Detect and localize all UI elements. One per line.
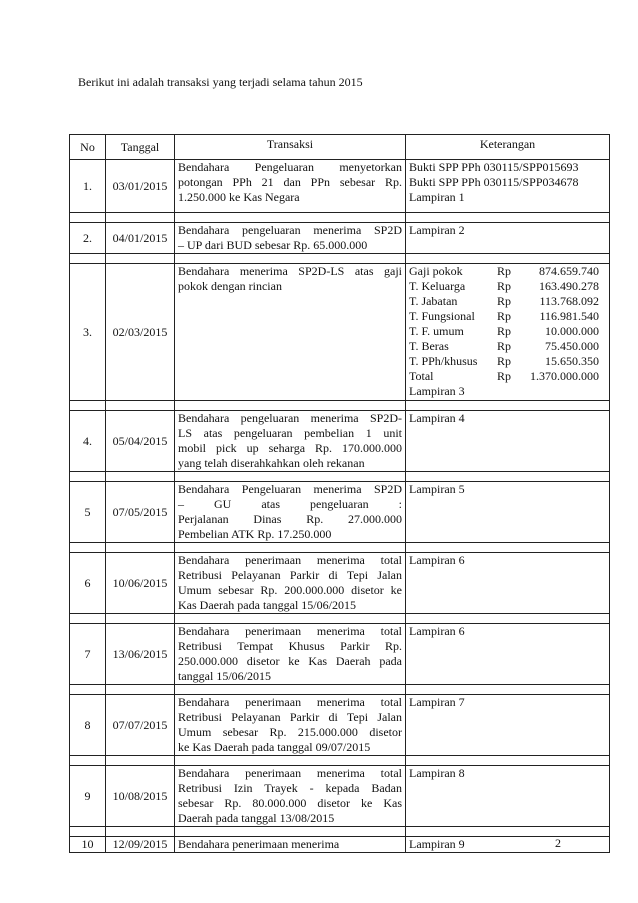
breakdown-amount: 116.981.540: [539, 309, 599, 323]
spacer-row: [70, 254, 610, 264]
transaction-line: Umum sebesar Rp. 215.000.000 disetor: [178, 725, 402, 739]
spacer-cell: [106, 685, 175, 695]
spacer-cell: [106, 472, 175, 482]
row-transaction: [175, 482, 406, 543]
row-note: [406, 482, 610, 543]
breakdown-currency: Rp: [497, 369, 512, 383]
row-date: 10/06/2015: [106, 553, 175, 614]
row-transaction: [175, 264, 406, 401]
transaction-line: LS atas pengeluaran pembelian 1 unit: [178, 426, 402, 440]
attachment-label: Lampiran 3: [409, 384, 465, 398]
spacer-cell: [106, 756, 175, 766]
note-line: Lampiran 5: [409, 482, 465, 496]
row-date: 03/01/2015: [106, 160, 175, 213]
spacer-cell: [175, 756, 406, 766]
page-number: 2: [555, 836, 561, 850]
row-note: [406, 624, 610, 685]
row-number: 5: [70, 482, 106, 543]
row-date: 07/07/2015: [106, 695, 175, 756]
breakdown-currency: Rp: [497, 279, 512, 293]
breakdown-label: T. Beras: [409, 339, 449, 353]
spacer-cell: [175, 401, 406, 411]
row-date: 10/08/2015: [106, 766, 175, 827]
transaction-line: Perjalanan Dinas Rp. 27.000.000: [178, 512, 402, 526]
table-row: [70, 482, 610, 543]
spacer-row: [70, 614, 610, 624]
spacer-cell: [70, 827, 106, 837]
breakdown-amount: 1.370.000.000: [530, 369, 599, 383]
breakdown-currency: Rp: [497, 264, 512, 278]
spacer-cell: [406, 827, 610, 837]
note-line: Lampiran 1: [409, 190, 465, 204]
transaction-line: Bendahara pengeluaran menerima SP2D: [178, 223, 402, 237]
spacer-cell: [106, 213, 175, 223]
row-transaction: [175, 160, 406, 213]
row-date: 05/04/2015: [106, 411, 175, 472]
spacer-cell: [406, 614, 610, 624]
transaction-line: Bendahara penerimaan menerima total: [178, 553, 402, 567]
row-note: [406, 223, 610, 254]
spacer-row: [70, 213, 610, 223]
header-transaction: Transaksi: [175, 135, 406, 160]
spacer-cell: [70, 756, 106, 766]
row-number: 8: [70, 695, 106, 756]
row-note: [406, 264, 610, 401]
table-header-row: [70, 135, 610, 160]
header-note: Keterangan: [406, 135, 610, 160]
transaction-line: Bendahara penerimaan menerima total: [178, 766, 402, 780]
transaction-line: 1.250.000 ke Kas Negara: [178, 190, 300, 204]
note-line: Lampiran 7: [409, 695, 465, 709]
spacer-cell: [106, 614, 175, 624]
row-date: 13/06/2015: [106, 624, 175, 685]
row-number: 9: [70, 766, 106, 827]
spacer-cell: [106, 254, 175, 264]
transaction-line: tanggal 15/06/2015: [178, 669, 271, 683]
note-line: Bukti SPP PPh 030115/SPP034678: [409, 175, 579, 189]
spacer-row: [70, 756, 610, 766]
table-row: [70, 837, 610, 853]
breakdown-label: T. PPh/khusus: [409, 354, 478, 368]
transaction-line: Bendahara pengeluaran menerima SP2D-: [178, 411, 402, 425]
spacer-cell: [175, 685, 406, 695]
breakdown-amount: 75.450.000: [545, 339, 599, 353]
spacer-cell: [406, 685, 610, 695]
breakdown-currency: Rp: [497, 339, 512, 353]
transaction-line: Bendahara Pengeluaran menerima SP2D: [178, 482, 402, 496]
transaction-line: – GU atas pengeluaran :: [178, 497, 402, 511]
spacer-cell: [406, 254, 610, 264]
row-number: 2.: [70, 223, 106, 254]
breakdown-currency: Rp: [497, 294, 512, 308]
transactions-table: [69, 134, 610, 853]
table-row: [70, 411, 610, 472]
salary-breakdown: [409, 264, 606, 384]
transaction-line: Bendahara menerima SP2D-LS atas gaji: [178, 264, 402, 278]
row-number: 7: [70, 624, 106, 685]
row-note: [406, 160, 610, 213]
spacer-cell: [70, 614, 106, 624]
table-row: [70, 264, 610, 401]
spacer-cell: [70, 472, 106, 482]
transaction-line: Bendahara penerimaan menerima total: [178, 624, 402, 638]
spacer-cell: [106, 401, 175, 411]
transaction-line: sebesar Rp. 80.000.000 disetor ke Kas: [178, 796, 402, 810]
transaction-line: potongan PPh 21 dan PPn sebesar Rp.: [178, 175, 402, 189]
breakdown-amount: 15.650.350: [545, 354, 599, 368]
spacer-cell: [406, 213, 610, 223]
header-no: No: [70, 135, 106, 160]
spacer-cell: [175, 543, 406, 553]
note-line: Bukti SPP PPh 030115/SPP015693: [409, 160, 579, 174]
spacer-cell: [175, 614, 406, 624]
row-number: 10: [70, 837, 106, 853]
spacer-cell: [70, 213, 106, 223]
row-date: 02/03/2015: [106, 264, 175, 401]
row-number: 4.: [70, 411, 106, 472]
transaction-line: yang telah diserahkahkan oleh rekanan: [178, 456, 365, 470]
row-transaction: [175, 624, 406, 685]
spacer-cell: [406, 401, 610, 411]
breakdown-label: Total: [409, 369, 434, 383]
spacer-cell: [70, 685, 106, 695]
spacer-row: [70, 827, 610, 837]
transaction-line: Retribusi Pelayanan Parkir di Tepi Jalan: [178, 568, 402, 582]
breakdown-amount: 113.768.092: [539, 294, 599, 308]
breakdown-label: T. Keluarga: [409, 279, 466, 293]
transaction-line: 250.000.000 disetor ke Kas Daerah pada: [178, 654, 402, 668]
note-line: Lampiran 2: [409, 223, 465, 237]
breakdown-currency: Rp: [497, 324, 512, 338]
note-line: Lampiran 6: [409, 624, 465, 638]
transaction-line: Umum sebesar Rp. 200.000.000 disetor ke: [178, 583, 402, 597]
spacer-cell: [175, 827, 406, 837]
row-number: 1.: [70, 160, 106, 213]
transaction-line: Kas Daerah pada tanggal 15/06/2015: [178, 598, 356, 612]
breakdown-label: T. Jabatan: [409, 294, 458, 308]
note-line: Lampiran 9: [409, 837, 465, 851]
transaction-line: mobil pick up seharga Rp. 170.000.000: [178, 441, 402, 455]
transaction-line: Retribusi Izin Trayek - kepada Badan: [178, 781, 402, 795]
row-transaction: [175, 223, 406, 254]
breakdown-label: T. Fungsional: [409, 309, 475, 323]
row-note: [406, 837, 610, 853]
spacer-cell: [106, 543, 175, 553]
spacer-cell: [406, 472, 610, 482]
spacer-row: [70, 685, 610, 695]
row-transaction: [175, 411, 406, 472]
note-line: Lampiran 4: [409, 411, 465, 425]
breakdown-currency: Rp: [497, 309, 512, 323]
spacer-cell: [70, 543, 106, 553]
spacer-cell: [106, 827, 175, 837]
row-transaction: [175, 837, 406, 853]
spacer-cell: [70, 401, 106, 411]
row-date: 04/01/2015: [106, 223, 175, 254]
breakdown-amount: 163.490.278: [539, 279, 599, 293]
table-row: [70, 553, 610, 614]
row-transaction: [175, 553, 406, 614]
row-date: 07/05/2015: [106, 482, 175, 543]
breakdown-amount: 10.000.000: [545, 324, 599, 338]
row-transaction: [175, 766, 406, 827]
spacer-cell: [175, 254, 406, 264]
transaction-line: Retribusi Pelayanan Parkir di Tepi Jalan: [178, 710, 402, 724]
note-line: Lampiran 6: [409, 553, 465, 567]
row-number: 3.: [70, 264, 106, 401]
transaction-line: – UP dari BUD sebesar Rp. 65.000.000: [178, 238, 368, 252]
row-note: [406, 553, 610, 614]
table-row: [70, 695, 610, 756]
row-note: [406, 411, 610, 472]
note-line: Lampiran 8: [409, 766, 465, 780]
row-note: [406, 695, 610, 756]
transaction-line: ke Kas Daerah pada tanggal 09/07/2015: [178, 740, 371, 754]
spacer-cell: [175, 213, 406, 223]
table-row: [70, 766, 610, 827]
header-date: Tanggal: [106, 135, 175, 160]
breakdown-amount: 874.659.740: [539, 264, 599, 278]
transaction-line: Bendahara penerimaan menerima total: [178, 695, 402, 709]
transaction-line: Daerah pada tanggal 13/08/2015: [178, 811, 335, 825]
breakdown-currency: Rp: [497, 354, 512, 368]
spacer-row: [70, 543, 610, 553]
transaction-line: Bendahara Pengeluaran menyetorkan: [178, 160, 402, 174]
row-number: 6: [70, 553, 106, 614]
breakdown-label: Gaji pokok: [409, 264, 463, 278]
spacer-cell: [175, 472, 406, 482]
transaction-line: Pembelian ATK Rp. 17.250.000: [178, 527, 332, 541]
table-row: [70, 624, 610, 685]
table-row: [70, 160, 610, 213]
breakdown-label: T. F. umum: [409, 324, 464, 338]
spacer-cell: [406, 756, 610, 766]
row-date: 12/09/2015: [106, 837, 175, 853]
spacer-cell: [70, 254, 106, 264]
intro-text: Berikut ini adalah transaksi yang terjadi selama tahun 2015: [78, 75, 363, 89]
transaction-line: Retribusi Tempat Khusus Parkir Rp.: [178, 639, 402, 653]
spacer-row: [70, 401, 610, 411]
spacer-cell: [406, 543, 610, 553]
spacer-row: [70, 472, 610, 482]
row-note: [406, 766, 610, 827]
transaction-line: Bendahara penerimaan menerima: [178, 837, 340, 851]
transaction-line: pokok dengan rincian: [178, 279, 282, 293]
row-transaction: [175, 695, 406, 756]
table-row: [70, 223, 610, 254]
